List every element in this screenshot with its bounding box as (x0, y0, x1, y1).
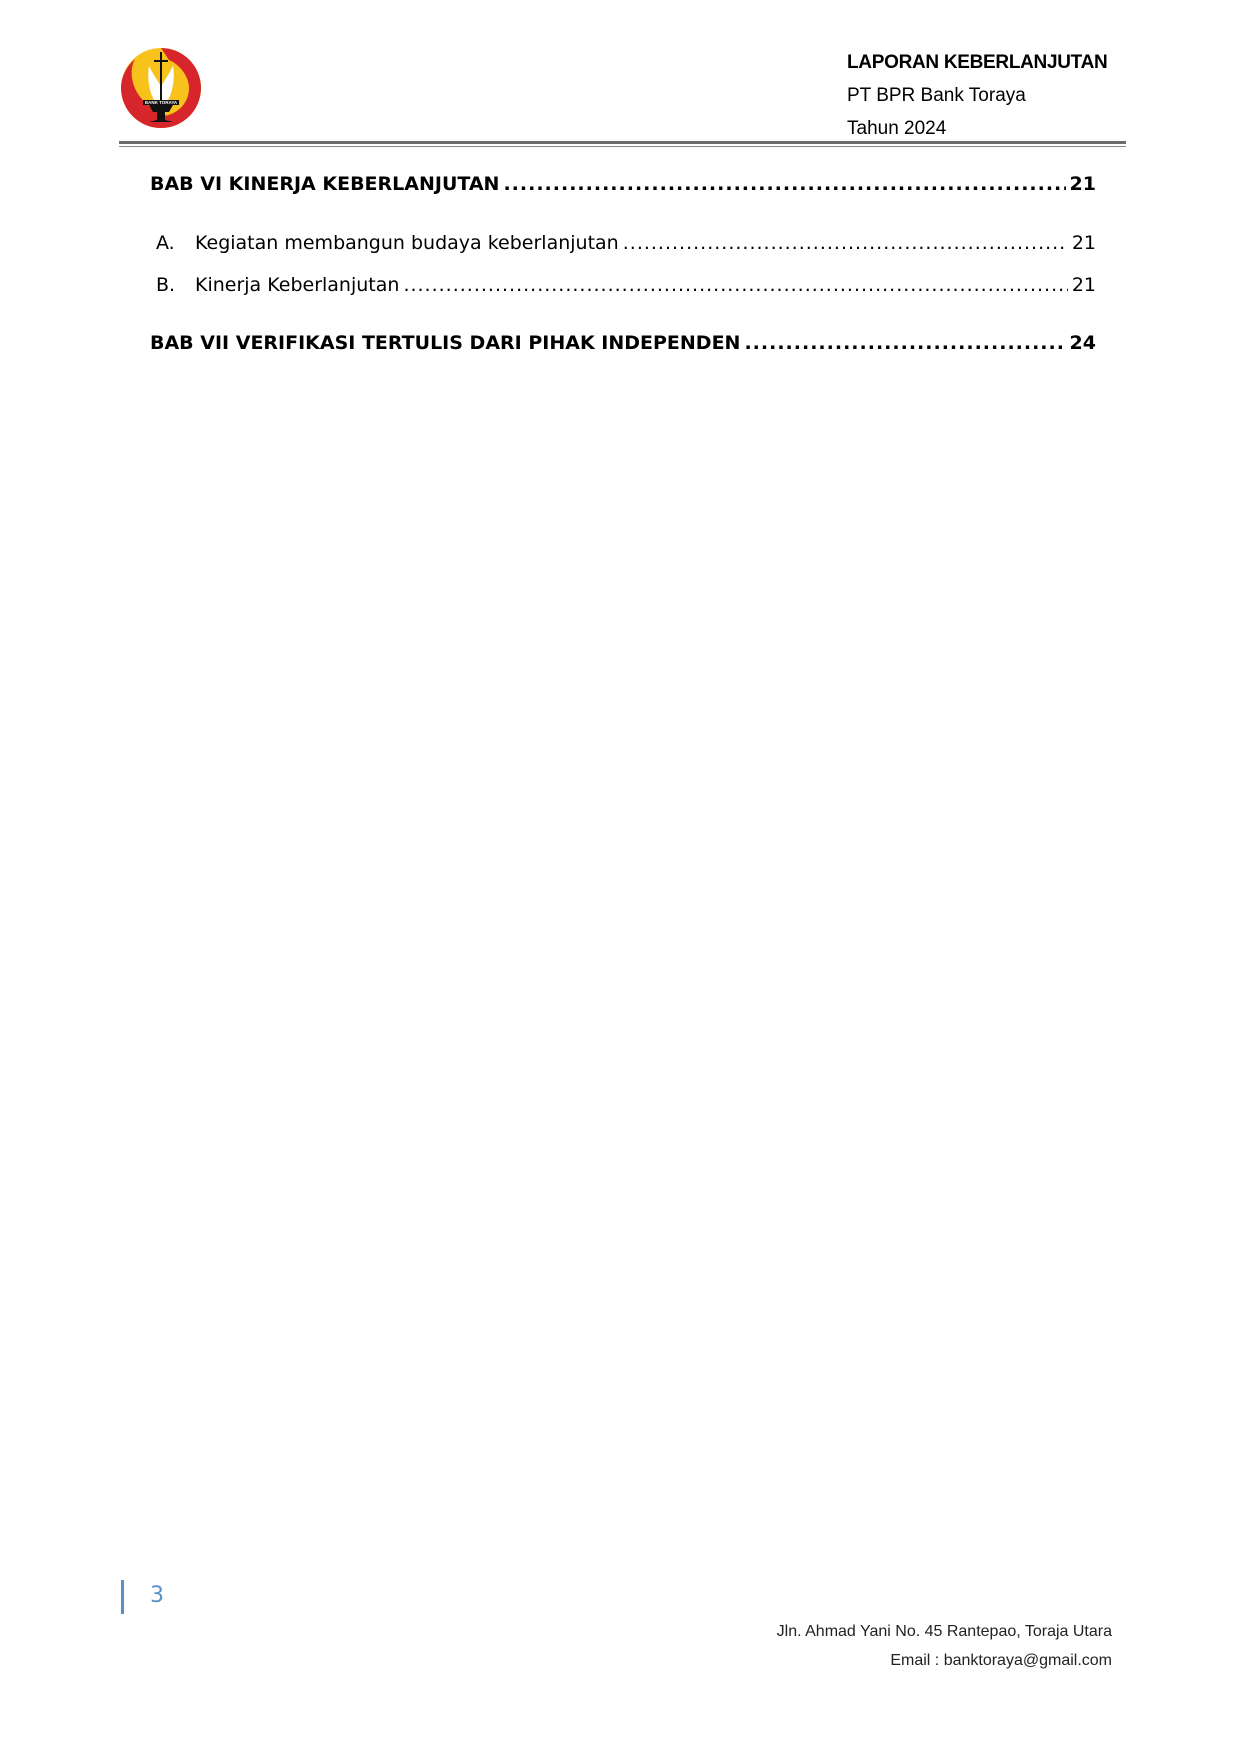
company-name: PT BPR Bank Toraya (847, 85, 1026, 106)
toc-entry-page: 21 (1069, 173, 1096, 195)
toc-dot-leader (403, 274, 1067, 296)
toc-entry-b[interactable] (150, 274, 1096, 296)
toc-entry-label: BAB VI KINERJA KEBERLANJUTAN (150, 173, 500, 195)
toc-entry-page: 21 (1071, 232, 1096, 254)
toc-entry-label: Kinerja Keberlanjutan (195, 274, 400, 296)
footer-email: Email : banktoraya@gmail.com (890, 1652, 1112, 1669)
toc-entry-bab-vi[interactable] (150, 173, 1096, 195)
page-number-bar (121, 1580, 124, 1614)
toc-entry-bab-vii[interactable] (150, 332, 1096, 354)
logo-text: BANK TORAYA (144, 100, 178, 105)
toc-dot-leader (744, 332, 1065, 354)
header-divider (119, 141, 1126, 144)
toc-dot-leader (503, 173, 1065, 195)
toc-entry-page: 21 (1071, 274, 1096, 296)
toc-entry-a[interactable] (150, 232, 1096, 254)
bank-toraya-logo-icon (119, 46, 203, 130)
toc-entry-label: Kegiatan membangun budaya keberlanjutan (195, 232, 619, 254)
toc-entry-letter: B. (156, 274, 176, 296)
toc-entry-label: BAB VII VERIFIKASI TERTULIS DARI PIHAK INDEPENDEN (150, 332, 741, 354)
report-year: Tahun 2024 (847, 118, 947, 139)
footer-address: Jln. Ahmad Yani No. 45 Rantepao, Toraja Utara (776, 1623, 1112, 1640)
report-title: LAPORAN KEBERLANJUTAN (847, 52, 1108, 73)
toc-entry-page: 24 (1069, 332, 1096, 354)
toc-entry-letter: A. (156, 232, 175, 254)
page-number: 3 (150, 1583, 164, 1608)
header-divider-thin (119, 146, 1126, 147)
toc-dot-leader (623, 232, 1068, 254)
header-block (847, 46, 1107, 145)
footer (777, 1617, 1112, 1675)
